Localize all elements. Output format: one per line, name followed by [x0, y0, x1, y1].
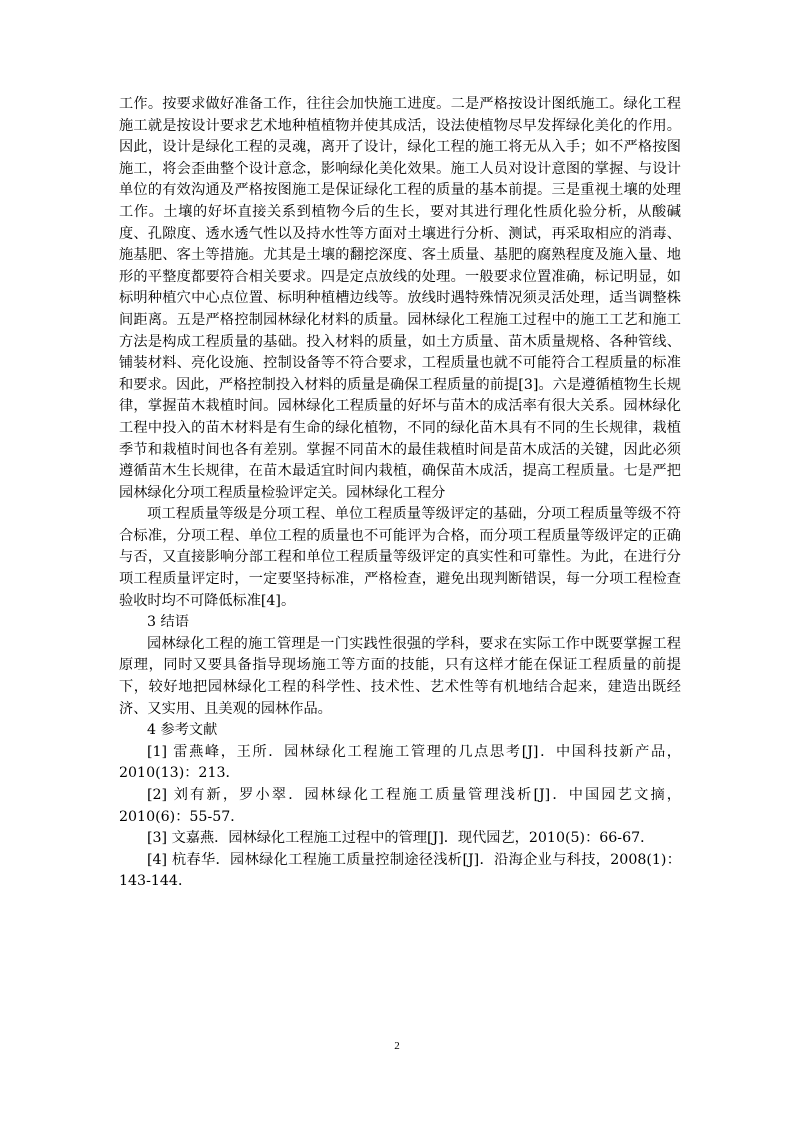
- page-number: 2: [394, 1040, 400, 1052]
- reference-item-4: [4] 杭春华．园林绿化工程施工质量控制途径浅析[J]．沿海企业与科技，2008(1)：143-144．: [119, 851, 681, 890]
- conclusion-paragraph: 园林绿化工程的施工管理是一门实践性很强的学科，要求在实际工作中既要掌握工程原理，同时又要具备指导现场施工等方面的技能，只有这样才能在保证工程质量的前提下，较好地把园林绿化工程的科学性、技术性、艺术性等有机地结合起来，建造出既经济、又实用、且美观的园林作品。: [119, 635, 681, 717]
- body-text: [119, 94, 681, 893]
- body-paragraph-2: 项工程质量等级是分项工程、单位工程质量等级评定的基础，分项工程质量等级不符合标准，分项工程、单位工程的质量也不可能评为合格，而分项工程质量等级评定的正确与否，又直接影响分部工程和单位工程质量等级评定的真实性和可靠性。为此，在进行分项工程质量评定时，一定要坚持标准，严格检查，避免出现判断错误，每一分项工程检查验收时均不可降低标准[4]。: [119, 506, 681, 609]
- body-paragraph-1: 工作。按要求做好准备工作，往往会加快施工进度。二是严格按设计图纸施工。绿化工程施工就是按设计要求艺术地种植植物并使其成活，设法使植物尽早发挥绿化美化的作用。因此，设计是绿化工程的灵魂，离开了设计，绿化工程的施工将无从入手；如不严格按图施工，将会歪曲整个设计意念，影响绿化美化效果。施工人员对设计意图的掌握、与设计单位的有效沟通及严格按图施工是保证绿化工程的质量的基本前提。三是重视土壤的处理工作。土壤的好坏直接关系到植物今后的生长，要对其进行理化性质化验分析，从酸碱度、孔隙度、透水透气性以及持水性等方面对土壤进行分析、测试，再采取相应的消毒、施基肥、客土等措施。尤其是土壤的翻挖深度、客土质量、基肥的腐熟程度及施入量、地形的平整度都要符合相关要求。四是定点放线的处理。一般要求位置准确，标记明显，如标明种植穴中心点位置、标明种植槽边线等。放线时遇特殊情况须灵活处理，适当调整株间距离。五是严格控制园林绿化材料的质量。园林绿化工程施工过程中的施工工艺和施工方法是构成工程质量的基础。投入材料的质量，如土方质量、苗木质量规格、各种管线、铺装材料、亮化设施、控制设备等不符合要求，工程质量也就不可能符合工程质量的标准和要求。因此，严格控制投入材料的质量是确保工程质量的前提[3]。六是遵循植物生长规律，掌握苗木栽植时间。园林绿化工程质量的好坏与苗木的成活率有很大关系。园林绿化工程中投入的苗木材料是有生命的绿化植物，不同的绿化苗木具有不同的生长规律，栽植季节和栽植时间也各有差别。掌握不同苗木的最佳栽植时间是苗木成活的关键，因此必须遵循苗木生长规律，在苗木最适宜时间内栽植，确保苗木成活，提高工程质量。七是严把园林绿化分项工程质量检验评定关。园林绿化工程分: [119, 96, 681, 501]
- references-heading: 4 参考文献: [147, 722, 218, 739]
- reference-item-2: [2] 刘有新，罗小翠．园林绿化工程施工质量管理浅析[J]．中国园艺文摘，2010(6)：55-57．: [119, 787, 681, 825]
- reference-item-3: [3] 文嘉燕．园林绿化工程施工过程中的管理[J]．现代园艺，2010(5)：66-67．: [147, 830, 655, 847]
- reference-item-1: [1] 雷燕峰，王所．园林绿化工程施工管理的几点思考[J]．中国科技新产品，2010(13)：213．: [119, 743, 681, 782]
- conclusion-heading: 3 结语: [147, 614, 189, 631]
